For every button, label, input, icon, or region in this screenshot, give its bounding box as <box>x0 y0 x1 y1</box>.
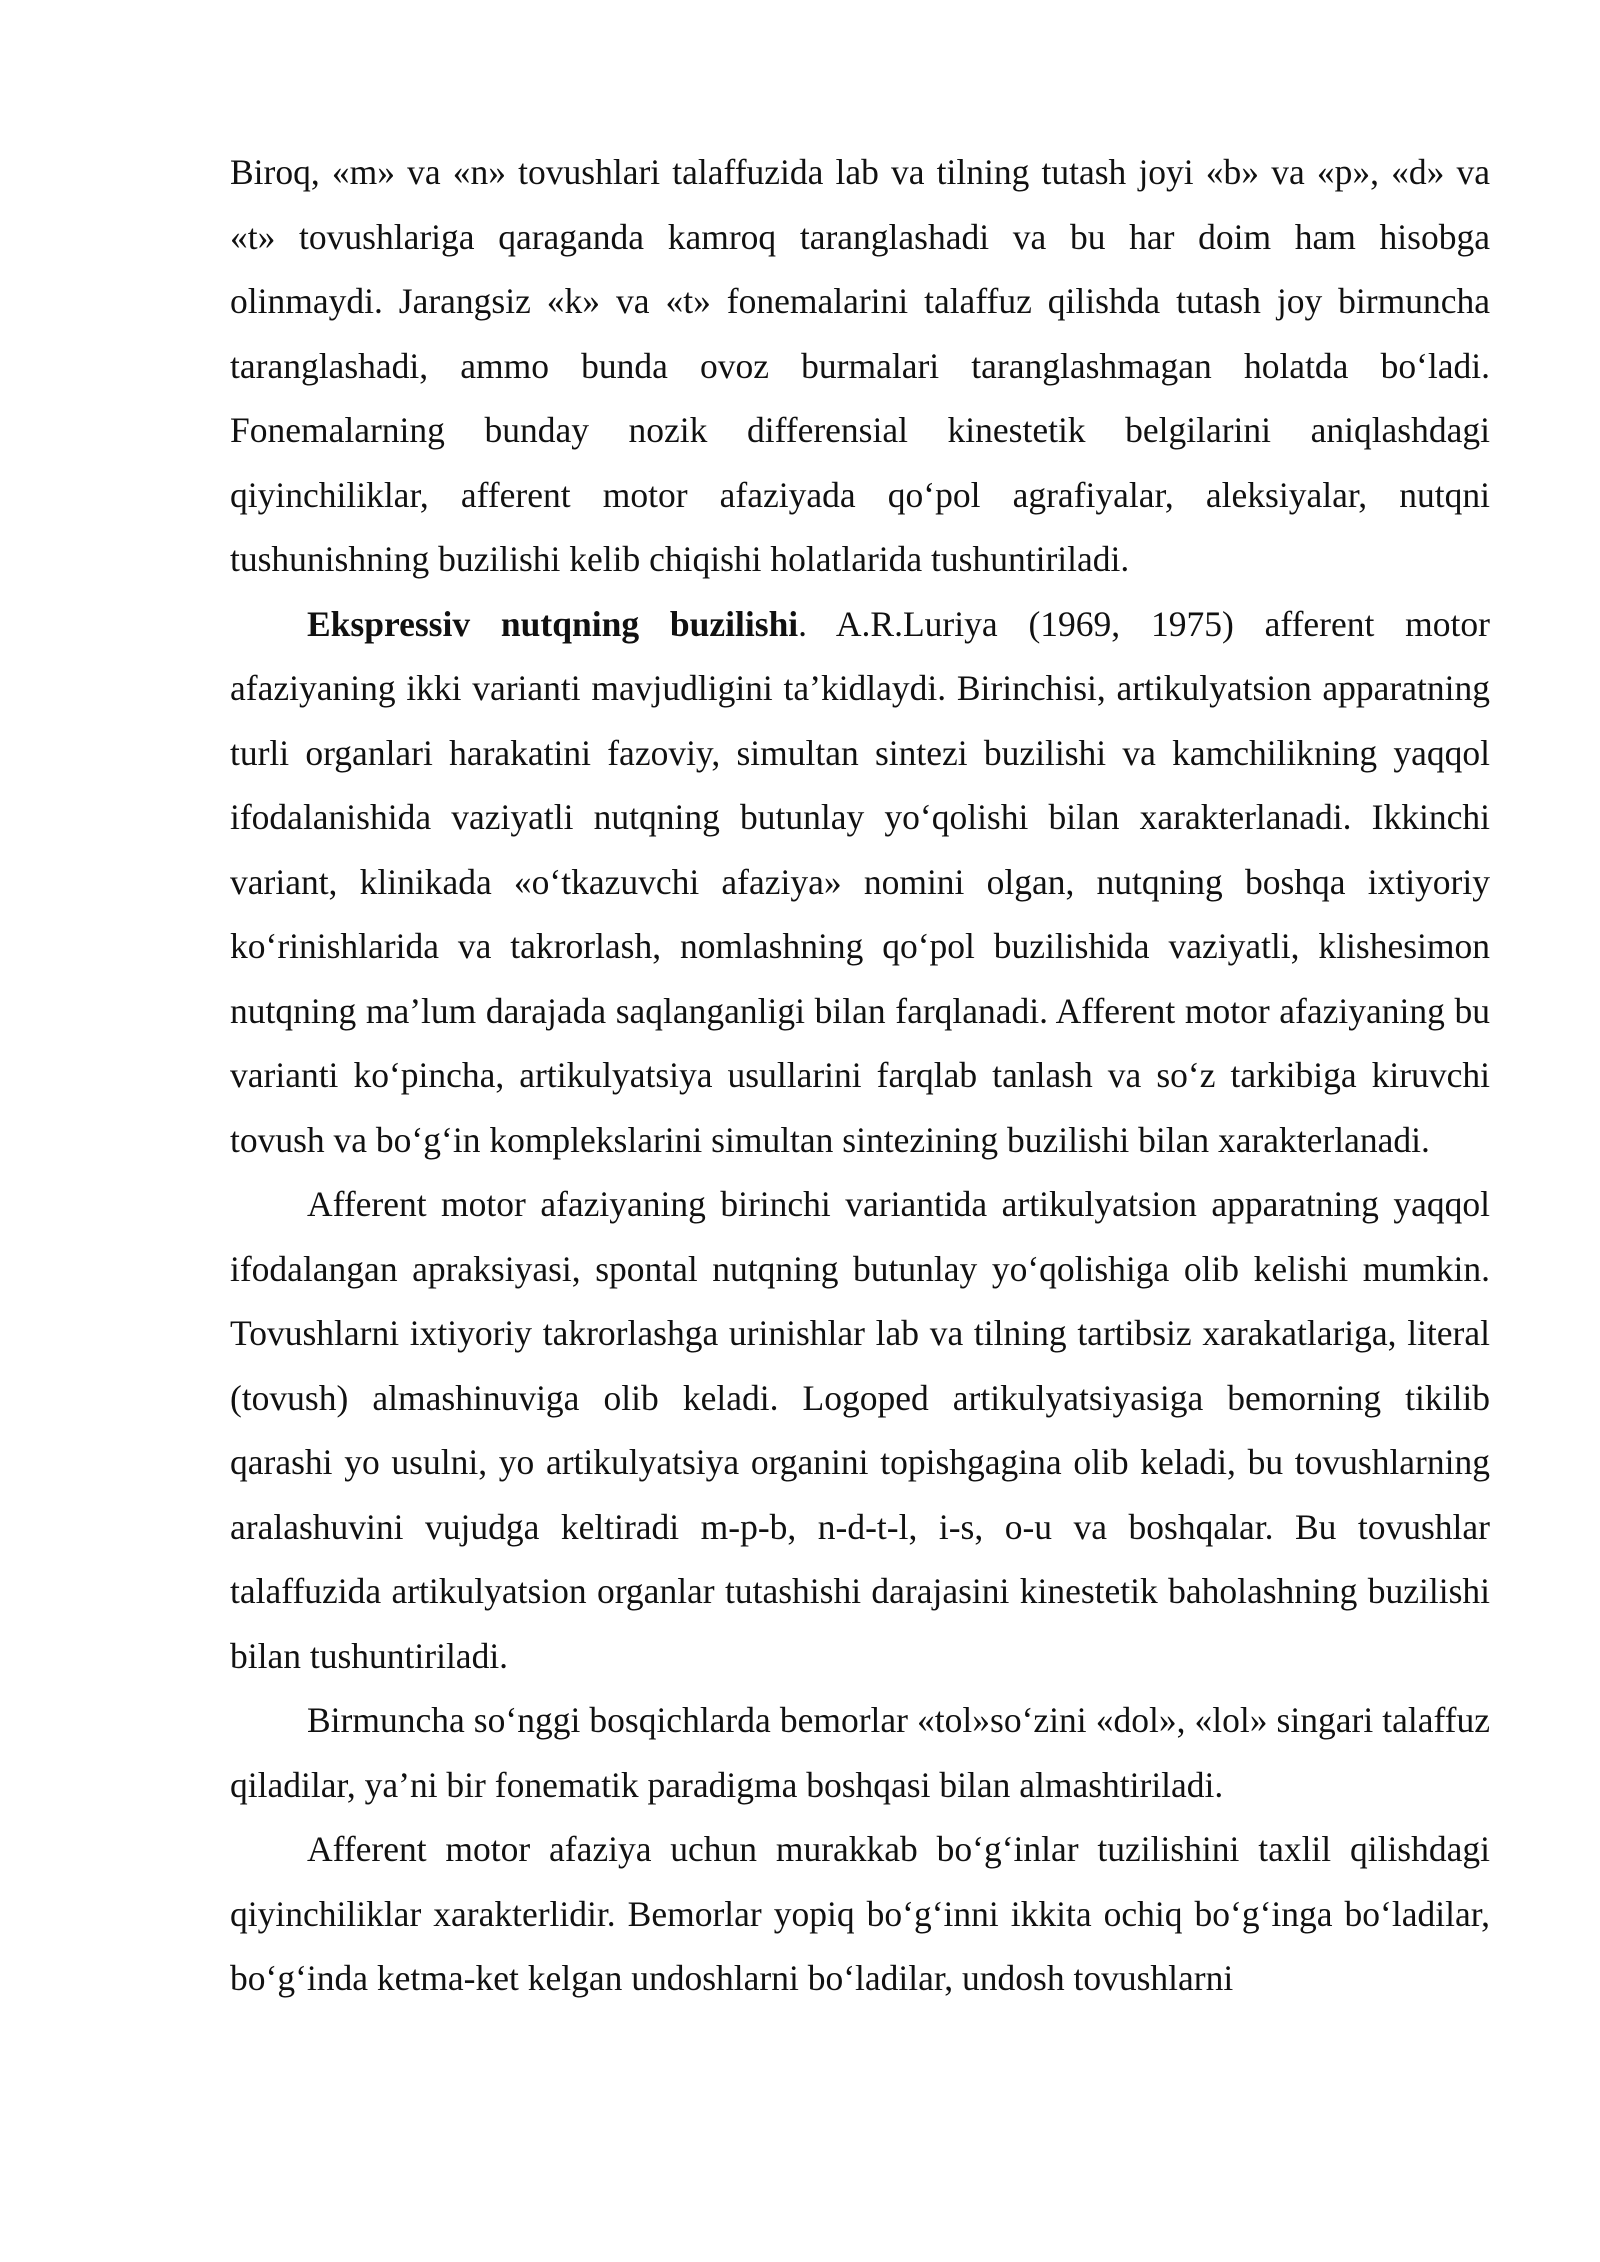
section-heading: Ekspressiv nutqning buzilishi <box>307 603 799 644</box>
paragraph-2 <box>230 592 1490 1173</box>
paragraph-2-body: . A.R.Luriya (1969, 1975) afferent motor afaziyaning ikki varianti mavjudligini ta’kidlaydi. Birinchisi, artikulyatsion apparatning turli organlari harakatini fazoviy, simultan sintezi buzilishi va kamchilikning yaqqol ifodalanishida vaziyatli nutqning butunlay yo‘qolishi bilan xarakterlanadi. Ikkinchi variant, klinikada «o‘tkazuvchi afaziya» nomini olgan, nutqning boshqa ixtiyoriy ko‘rinishlarida va takrorlash, nomlashning qo‘pol buzilishida vaziyatli, klishesimon nutqning ma’lum darajada saqlanganligi bilan farqlanadi. Afferent motor afaziyaning bu varianti ko‘pincha, artikulyatsiya usullarini farqlab tanlash va so‘z tarkibiga kiruvchi tovush va bo‘g‘in komplekslarini simultan sintezining buzilishi bilan xarakterlanadi. <box>230 603 1490 1160</box>
paragraph-5: Afferent motor afaziya uchun murakkab bo‘g‘inlar tuzilishini taxlil qilishdagi qiyinchiliklar xarakterlidir. Bemorlar yopiq bo‘g‘inni ikkita ochiq bo‘g‘inga bo‘ladilar, bo‘g‘inda ketma-ket kelgan undoshlarni bo‘ladilar, undosh tovushlarni <box>230 1829 1490 1998</box>
document-page <box>230 140 1490 2011</box>
paragraph-3: Afferent motor afaziyaning birinchi variantida artikulyatsion apparatning yaqqol ifodalangan apraksiyasi, spontal nutqning butunlay yo‘qolishiga olib kelishi mumkin. Tovushlarni ixtiyoriy takrorlashga urinishlar lab va tilning tartibsiz xarakatlariga, literal (tovush) almashinuviga olib keladi. Logoped artikulyatsiyasiga bemorning tikilib qarashi yo usulni, yo artikulyatsiya organini topishgagina olib keladi, bu tovushlarning aralashuvini vujudga keltiradi m-p-b, n-d-t-l, i-s, o-u va boshqalar. Bu tovushlar talaffuzida artikulyatsion organlar tutashishi darajasini kinestetik baholashning buzilishi bilan tushuntiriladi. <box>230 1184 1490 1676</box>
paragraph-1: Biroq, «m» va «n» tovushlari talaffuzida lab va tilning tutash joyi «b» va «p», «d» va «t» tovushlariga qaraganda kamroq taranglashadi va bu har doim ham hisobga olinmaydi. Jarangsiz «k» va «t» fonemalarini talaffuz qilishda tutash joy birmuncha taranglashadi, ammo bunda ovoz burmalari taranglashmagan holatda bo‘ladi. Fonemalarning bunday nozik differensial kinestetik belgilarini aniqlashdagi qiyinchiliklar, afferent motor afaziyada qo‘pol agrafiyalar, aleksiyalar, nutqni tushunishning buzilishi kelib chiqishi holatlarida tushuntiriladi. <box>230 152 1490 579</box>
paragraph-4: Birmuncha so‘nggi bosqichlarda bemorlar «tol»so‘zini «dol», «lol» singari talaffuz qiladilar, ya’ni bir fonematik paradigma boshqasi bilan almashtiriladi. <box>230 1700 1490 1805</box>
